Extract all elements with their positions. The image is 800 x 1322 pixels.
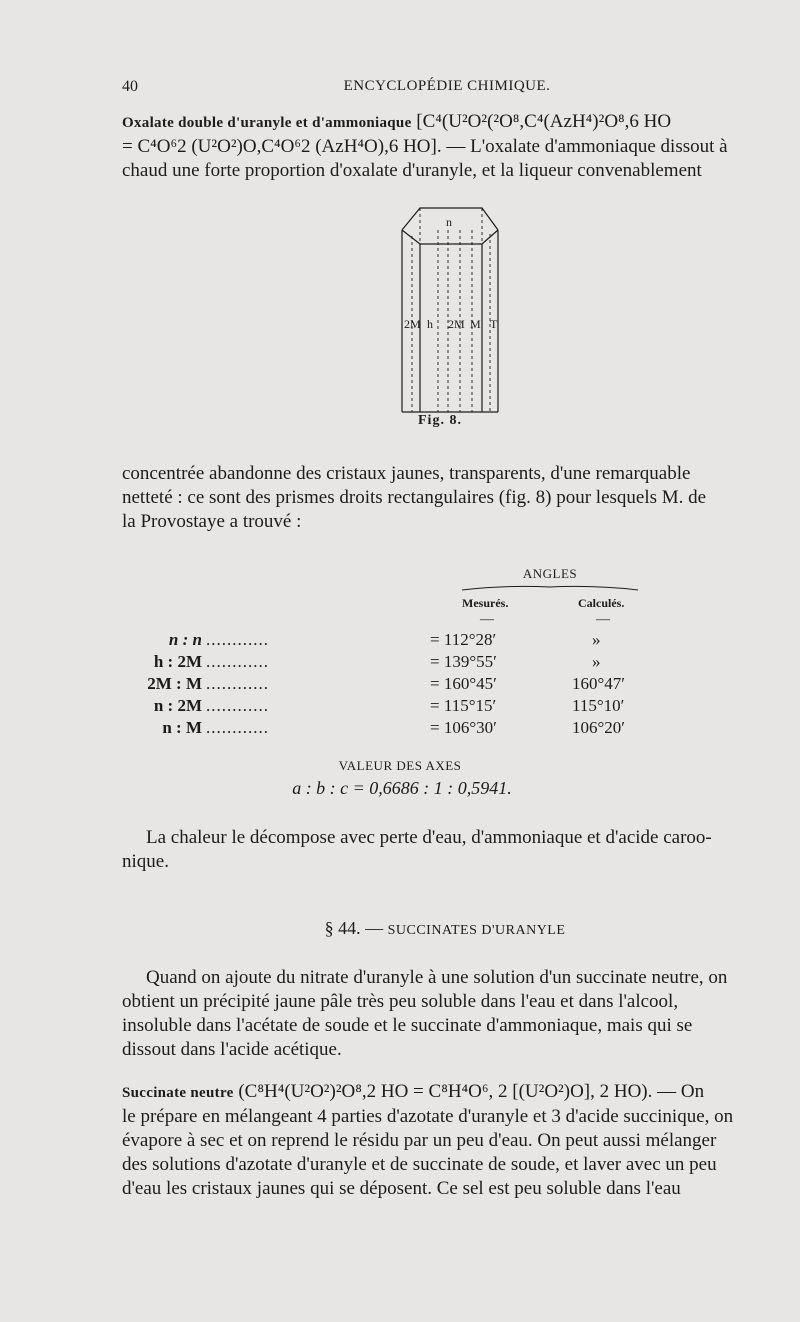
text-line: La chaleur le décompose avec perte d'eau, d'ammoniaque et d'acide caroo- bbox=[146, 827, 712, 848]
text-line: le prépare en mélangeant 4 parties d'azotate d'uranyle et 3 d'acide succinique, on bbox=[122, 1106, 734, 1127]
angle-measured: = 160°45′ bbox=[430, 674, 497, 693]
leader-dots: ............ bbox=[206, 652, 269, 671]
paragraph-oxalate bbox=[122, 110, 768, 183]
column-dash: — bbox=[596, 612, 610, 627]
face-label-h: h bbox=[427, 317, 433, 331]
face-label-2m-left: 2M bbox=[404, 317, 421, 331]
angle-label: n : n bbox=[168, 630, 202, 649]
paragraph-succinates bbox=[122, 966, 768, 1062]
text-line: concentrée abandonne des cristaux jaunes, transparents, d'une remarquable bbox=[122, 463, 691, 484]
text-line: la Provostaye a trouvé : bbox=[122, 511, 302, 532]
text-line: insoluble dans l'acétate de soude et le succinate d'ammoniaque, mais qui se bbox=[122, 1015, 693, 1036]
page-number: 40 bbox=[122, 78, 138, 95]
face-label-m: M bbox=[470, 317, 481, 331]
leader-dots: ............ bbox=[206, 696, 269, 715]
paragraph-decomposition bbox=[122, 826, 768, 874]
text-line: = C⁴O⁶2 (U²O²)O,C⁴O⁶2 (AzH⁴O),6 HO]. — L'oxalate d'ammoniaque dissout à bbox=[122, 136, 728, 157]
text-line: nique. bbox=[122, 851, 169, 872]
leader-dots: ............ bbox=[206, 674, 269, 693]
angle-row bbox=[122, 674, 682, 696]
angle-calculated: 106°20′ bbox=[572, 718, 626, 737]
text-line: évapore à sec et on reprend le résidu par un peu d'eau. On peut aussi mélanger bbox=[122, 1130, 717, 1151]
text-line: d'eau les cristaux jaunes qui se déposent. Ce sel est peu soluble dans l'eau bbox=[122, 1178, 681, 1199]
formula: [C⁴(U²O²(²O⁸,C⁴(AzH⁴)²O⁸,6 HO bbox=[416, 111, 672, 132]
angle-measured: = 112°28′ bbox=[430, 630, 497, 649]
face-label-t: T bbox=[490, 317, 498, 331]
angle-row bbox=[122, 630, 682, 652]
axes-title: VALEUR DES AXES bbox=[338, 758, 462, 773]
column-dash: — bbox=[480, 612, 494, 627]
text-line bbox=[122, 110, 768, 135]
angle-calculated: 160°47′ bbox=[572, 674, 626, 693]
section-title: SUCCINATES D'URANYLE bbox=[387, 923, 566, 938]
angle-measured: = 139°55′ bbox=[430, 652, 497, 671]
face-label-n: n bbox=[446, 215, 452, 229]
leader-dots: ............ bbox=[206, 718, 269, 737]
angles-brace bbox=[460, 584, 640, 592]
angle-label: n : M bbox=[162, 718, 202, 737]
angle-calculated: » bbox=[592, 630, 601, 649]
leader-dots: ............ bbox=[206, 630, 269, 649]
axes-formula: a : b : c = 0,6686 : 1 : 0,5941. bbox=[292, 778, 512, 798]
formula: (C⁸H⁴(U²O²)²O⁸,2 HO = C⁸H⁴O⁶, 2 [(U²O²)O], 2 HO). — On bbox=[238, 1081, 705, 1102]
text-line: dissout dans l'acide acétique. bbox=[122, 1039, 342, 1060]
text-line: chaud une forte proportion d'oxalate d'uranyle, et la liqueur convenablement bbox=[122, 160, 702, 181]
column-calculated: Calculés. bbox=[578, 596, 625, 610]
angle-row bbox=[122, 652, 682, 674]
figure-upper-face bbox=[402, 230, 498, 244]
angle-row bbox=[122, 696, 682, 718]
angle-label: h : 2M bbox=[153, 652, 202, 671]
text-line: Quand on ajoute du nitrate d'uranyle à une solution d'un succinate neutre, on bbox=[146, 967, 728, 988]
paragraph-crystals bbox=[122, 462, 768, 534]
section-number: § 44. — bbox=[324, 918, 384, 938]
entry-heading: Succinate neutre bbox=[122, 1085, 234, 1101]
face-label-2m-mid: 2M bbox=[448, 317, 465, 331]
angle-measured: = 106°30′ bbox=[430, 718, 497, 737]
angle-measured: = 115°15′ bbox=[430, 696, 497, 715]
section-heading bbox=[122, 918, 768, 939]
running-title: ENCYCLOPÉDIE CHIMIQUE. bbox=[343, 78, 551, 94]
running-header bbox=[122, 78, 772, 102]
angle-calculated: » bbox=[592, 652, 601, 671]
text-line: obtient un précipité jaune pâle très peu soluble dans l'eau et dans l'alcool, bbox=[122, 991, 679, 1012]
column-measured: Mesurés. bbox=[462, 596, 509, 610]
figure-caption: Fig. 8. bbox=[418, 413, 462, 428]
entry-heading: Oxalate double d'uranyle et d'ammoniaque bbox=[122, 115, 412, 131]
angles-title: ANGLES bbox=[522, 566, 578, 581]
angle-row bbox=[122, 718, 682, 740]
paragraph-succinate-neutre bbox=[122, 1080, 768, 1201]
angle-calculated: 115°10′ bbox=[572, 696, 625, 715]
angle-label: 2M : M bbox=[147, 674, 202, 693]
crystal-figure bbox=[390, 200, 530, 440]
text-line: des solutions d'azotate d'uranyle et de succinate de soude, et laver avec un peu bbox=[122, 1154, 717, 1175]
angle-label: n : 2M bbox=[153, 696, 202, 715]
text-line bbox=[122, 1080, 768, 1105]
text-line: netteté : ce sont des prismes droits rectangulaires (fig. 8) pour lesquels M. de bbox=[122, 487, 707, 508]
